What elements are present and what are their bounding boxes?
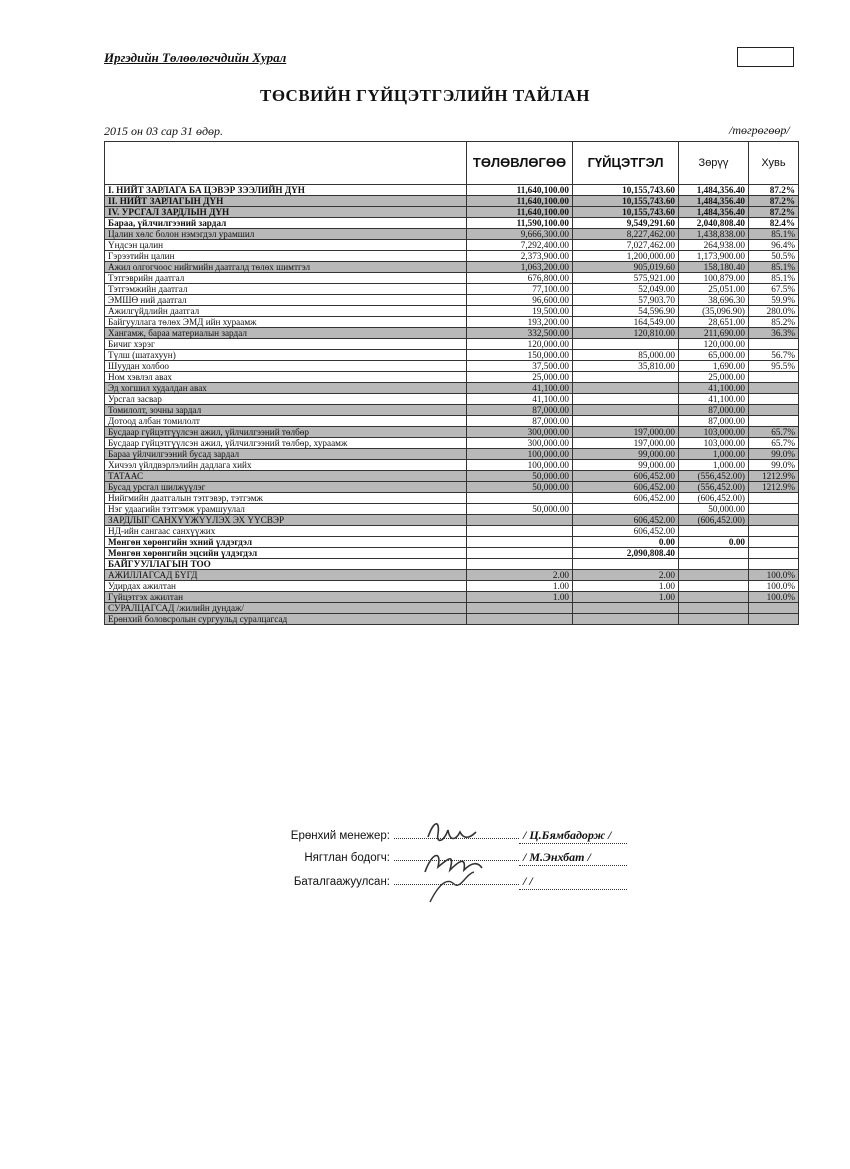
row-diff: 1,000.00: [679, 460, 749, 471]
row-label: Эд хогшил худалдан авах: [105, 383, 467, 394]
row-plan: [467, 526, 573, 537]
row-actual: [573, 339, 679, 350]
signature-name: / М.Энхбат /: [519, 850, 627, 866]
row-pct: 100.0%: [749, 581, 799, 592]
table-header-row: [105, 142, 799, 185]
row-pct: 85.2%: [749, 317, 799, 328]
row-pct: 95.5%: [749, 361, 799, 372]
row-label: Ажилгүйдлийн даатгал: [105, 306, 467, 317]
row-pct: 87.2%: [749, 196, 799, 207]
row-diff: 41,100.00: [679, 394, 749, 405]
row-label: Мөнгөн хөрөнгийн эцсийн үлдэгдэл: [105, 548, 467, 559]
row-pct: 85.1%: [749, 229, 799, 240]
row-actual: 54,596.90: [573, 306, 679, 317]
row-pct: 100.0%: [749, 592, 799, 603]
row-actual: 35,810.00: [573, 361, 679, 372]
header-diff: Зөрүү: [679, 142, 749, 185]
row-pct: 100.0%: [749, 570, 799, 581]
table-row: [105, 581, 799, 592]
row-diff: [679, 559, 749, 570]
table-row: [105, 196, 799, 207]
row-diff: [679, 526, 749, 537]
row-plan: [467, 559, 573, 570]
signature-row-accountant: [282, 850, 627, 866]
row-diff: [679, 603, 749, 614]
currency-unit: /төгрөгөөр/: [729, 123, 790, 137]
row-plan: 150,000.00: [467, 350, 573, 361]
row-label: Хичээл үйлдвэрлэлийн дадлага хийх: [105, 460, 467, 471]
row-label: Шуудан холбоо: [105, 361, 467, 372]
row-plan: 2,373,900.00: [467, 251, 573, 262]
row-actual: [573, 394, 679, 405]
row-actual: 606,452.00: [573, 515, 679, 526]
row-actual: 575,921.00: [573, 273, 679, 284]
row-diff: 41,100.00: [679, 383, 749, 394]
row-pct: [749, 526, 799, 537]
row-actual: 57,903.70: [573, 295, 679, 306]
signature-label: Нягтлан бодогч:: [304, 852, 390, 864]
row-actual: 10,155,743.60: [573, 185, 679, 196]
table-row: [105, 361, 799, 372]
row-actual: [573, 603, 679, 614]
table-row: [105, 614, 799, 625]
row-plan: 100,000.00: [467, 449, 573, 460]
row-diff: 103,000.00: [679, 427, 749, 438]
row-label: Бичиг хэрэг: [105, 339, 467, 350]
row-pct: 1212.9%: [749, 482, 799, 493]
row-pct: 87.2%: [749, 185, 799, 196]
row-plan: 25,000.00: [467, 372, 573, 383]
corner-box: [737, 47, 794, 67]
row-label: Удирдах ажилтан: [105, 581, 467, 592]
row-label: Цалин хөлс болон нэмэгдэл урамшил: [105, 229, 467, 240]
table-row: [105, 383, 799, 394]
signature-label: Ерөнхий менежер:: [290, 830, 390, 842]
row-label: Ерөнхий боловсролын сургуульд суралцагсад: [105, 614, 467, 625]
table-row: [105, 559, 799, 570]
header-actual: ГҮЙЦЭТГЭЛ: [573, 142, 679, 185]
row-pct: 99.0%: [749, 460, 799, 471]
table-row: [105, 438, 799, 449]
row-diff: 28,651.00: [679, 317, 749, 328]
row-plan: [467, 603, 573, 614]
row-diff: 25,051.00: [679, 284, 749, 295]
row-plan: 2.00: [467, 570, 573, 581]
table-row: [105, 218, 799, 229]
row-label: БАЙГУУЛЛАГЫН ТОО: [105, 559, 467, 570]
signature-name: / Ц.Бямбадорж /: [519, 828, 627, 844]
row-diff: (606,452.00): [679, 515, 749, 526]
row-actual: 85,000.00: [573, 350, 679, 361]
table-row: [105, 537, 799, 548]
row-label: Мөнгөн хөрөнгийн эхний үлдэгдэл: [105, 537, 467, 548]
row-actual: 99,000.00: [573, 449, 679, 460]
row-diff: 65,000.00: [679, 350, 749, 361]
row-plan: 11,640,100.00: [467, 185, 573, 196]
table-row: [105, 416, 799, 427]
row-diff: [679, 570, 749, 581]
row-label: Дотоод албан томилолт: [105, 416, 467, 427]
row-plan: 96,600.00: [467, 295, 573, 306]
row-plan: 41,100.00: [467, 383, 573, 394]
row-label: Ажил олгогчоос нийгмийн даатгалд төлөх шимтгэл: [105, 262, 467, 273]
row-actual: [573, 383, 679, 394]
row-diff: 1,484,356.40: [679, 196, 749, 207]
row-plan: 1.00: [467, 581, 573, 592]
row-label: СУРАЛЦАГСАД /жилийн дундаж/: [105, 603, 467, 614]
row-pct: 36.3%: [749, 328, 799, 339]
row-label: Нэг удаагийн тэтгэмж урамшуулал: [105, 504, 467, 515]
row-diff: 25,000.00: [679, 372, 749, 383]
row-diff: 1,000.00: [679, 449, 749, 460]
row-diff: 211,690.00: [679, 328, 749, 339]
signature-label: Баталгаажуулсан:: [293, 876, 390, 888]
row-actual: 9,549,291.60: [573, 218, 679, 229]
table-row: [105, 482, 799, 493]
row-label: ЗАРДЛЫГ САНХҮҮЖҮҮЛЭХ ЭХ ҮҮСВЭР: [105, 515, 467, 526]
row-actual: 197,000.00: [573, 438, 679, 449]
row-pct: [749, 394, 799, 405]
row-label: ЭМШӨ ний даатгал: [105, 295, 467, 306]
table-body: [105, 185, 799, 625]
row-plan: 41,100.00: [467, 394, 573, 405]
row-label: ТАТААС: [105, 471, 467, 482]
row-actual: 120,810.00: [573, 328, 679, 339]
report-title: ТӨСВИЙН ГҮЙЦЭТГЭЛИЙН ТАЙЛАН: [259, 86, 591, 105]
table-row: [105, 350, 799, 361]
row-label: Ном хэвлэл авах: [105, 372, 467, 383]
row-actual: [573, 416, 679, 427]
table-row: [105, 317, 799, 328]
table-row: [105, 240, 799, 251]
row-diff: 50,000.00: [679, 504, 749, 515]
row-plan: 300,000.00: [467, 427, 573, 438]
row-label: IV. УРСГАЛ ЗАРДЛЫН ДҮН: [105, 207, 467, 218]
row-label: Үндсэн цалин: [105, 240, 467, 251]
row-actual: 606,452.00: [573, 526, 679, 537]
row-actual: 2.00: [573, 570, 679, 581]
row-pct: [749, 383, 799, 394]
row-diff: [679, 581, 749, 592]
table-row: [105, 504, 799, 515]
row-actual: 2,090,808.40: [573, 548, 679, 559]
row-pct: 87.2%: [749, 207, 799, 218]
row-diff: 1,438,838.00: [679, 229, 749, 240]
table-row: [105, 339, 799, 350]
table-row: [105, 592, 799, 603]
row-diff: 100,879.00: [679, 273, 749, 284]
table-row: [105, 251, 799, 262]
report-date: 2015 он 03 сар 31 өдөр.: [104, 124, 224, 138]
row-actual: 10,155,743.60: [573, 207, 679, 218]
row-plan: 19,500.00: [467, 306, 573, 317]
table-row: [105, 284, 799, 295]
table-row: [105, 273, 799, 284]
row-label: Түлш (шатахуун): [105, 350, 467, 361]
row-pct: [749, 405, 799, 416]
row-plan: 50,000.00: [467, 482, 573, 493]
row-pct: [749, 614, 799, 625]
row-diff: 158,180.40: [679, 262, 749, 273]
row-plan: [467, 493, 573, 504]
row-plan: 332,500.00: [467, 328, 573, 339]
row-plan: 77,100.00: [467, 284, 573, 295]
row-plan: [467, 537, 573, 548]
signature-line: [394, 828, 519, 839]
row-diff: [679, 614, 749, 625]
row-diff: [679, 592, 749, 603]
row-plan: 87,000.00: [467, 416, 573, 427]
row-diff: 1,173,900.00: [679, 251, 749, 262]
row-plan: 676,800.00: [467, 273, 573, 284]
row-actual: [573, 504, 679, 515]
signature-line: [394, 874, 519, 885]
budget-table: [104, 141, 799, 625]
row-pct: 96.4%: [749, 240, 799, 251]
row-pct: [749, 548, 799, 559]
row-actual: 606,452.00: [573, 482, 679, 493]
row-label: Гүйцэтгэх ажилтан: [105, 592, 467, 603]
row-pct: 59.9%: [749, 295, 799, 306]
row-pct: [749, 504, 799, 515]
table-row: [105, 526, 799, 537]
row-label: НД-ийн сангаас санхүүжих: [105, 526, 467, 537]
row-pct: [749, 515, 799, 526]
row-diff: (556,452.00): [679, 482, 749, 493]
row-diff: 1,484,356.40: [679, 185, 749, 196]
row-pct: 56.7%: [749, 350, 799, 361]
signature-row-manager: [282, 828, 627, 844]
row-plan: 50,000.00: [467, 504, 573, 515]
row-plan: 100,000.00: [467, 460, 573, 471]
row-actual: 0.00: [573, 537, 679, 548]
row-actual: [573, 614, 679, 625]
row-plan: 300,000.00: [467, 438, 573, 449]
row-pct: [749, 339, 799, 350]
table-row: [105, 427, 799, 438]
table-row: [105, 394, 799, 405]
signature-row-verified: [282, 874, 627, 890]
row-label: Урсгал засвар: [105, 394, 467, 405]
row-diff: (556,452.00): [679, 471, 749, 482]
row-diff: 87,000.00: [679, 416, 749, 427]
row-actual: 1.00: [573, 581, 679, 592]
row-diff: 120,000.00: [679, 339, 749, 350]
row-plan: 50,000.00: [467, 471, 573, 482]
row-label: Нийгмийн даатгалын тэтгэвэр, тэтгэмж: [105, 493, 467, 504]
row-plan: 37,500.00: [467, 361, 573, 372]
table-row: [105, 405, 799, 416]
row-pct: 280.0%: [749, 306, 799, 317]
row-pct: 85.1%: [749, 273, 799, 284]
table-row: [105, 449, 799, 460]
table-row: [105, 262, 799, 273]
row-actual: 99,000.00: [573, 460, 679, 471]
row-pct: 82.4%: [749, 218, 799, 229]
row-pct: 50.5%: [749, 251, 799, 262]
row-actual: [573, 372, 679, 383]
row-diff: (606,452.00): [679, 493, 749, 504]
table-row: [105, 548, 799, 559]
table-row: [105, 229, 799, 240]
row-plan: [467, 614, 573, 625]
row-actual: [573, 559, 679, 570]
row-label: Тэтгэмжийн даатгал: [105, 284, 467, 295]
row-diff: 38,696.30: [679, 295, 749, 306]
row-label: Бусад урсгал шилжүүлэг: [105, 482, 467, 493]
row-label: Байгууллага төлөх ЭМД ийн хураамж: [105, 317, 467, 328]
row-diff: (35,096.90): [679, 306, 749, 317]
row-label: Бусдаар гүйцэтгүүлсэн ажил, үйлчилгээний төлбөр: [105, 427, 467, 438]
header-label: [105, 142, 467, 185]
row-plan: 1.00: [467, 592, 573, 603]
row-actual: [573, 405, 679, 416]
table-row: [105, 372, 799, 383]
row-label: Хангамж, бараа материалын зардал: [105, 328, 467, 339]
table-row: [105, 460, 799, 471]
row-plan: 11,640,100.00: [467, 207, 573, 218]
organization-name: Иргэдийн Төлөөлөгчдийн Хурал: [104, 50, 287, 65]
row-plan: 120,000.00: [467, 339, 573, 350]
header-pct: Хувь: [749, 142, 799, 185]
table-row: [105, 295, 799, 306]
row-diff: 0.00: [679, 537, 749, 548]
table-row: [105, 471, 799, 482]
row-actual: 905,019.60: [573, 262, 679, 273]
row-plan: 193,200.00: [467, 317, 573, 328]
row-pct: 99.0%: [749, 449, 799, 460]
row-actual: 8,227,462.00: [573, 229, 679, 240]
row-pct: 67.5%: [749, 284, 799, 295]
table-row: [105, 306, 799, 317]
row-pct: 65.7%: [749, 427, 799, 438]
row-diff: 103,000.00: [679, 438, 749, 449]
row-plan: 11,640,100.00: [467, 196, 573, 207]
row-plan: [467, 548, 573, 559]
row-actual: 7,027,462.00: [573, 240, 679, 251]
row-label: I. НИЙТ ЗАРЛАГА БА ЦЭВЭР ЗЭЭЛИЙН ДҮН: [105, 185, 467, 196]
table-row: [105, 603, 799, 614]
row-diff: 2,040,808.40: [679, 218, 749, 229]
row-actual: 1.00: [573, 592, 679, 603]
row-actual: 164,549.00: [573, 317, 679, 328]
row-actual: 197,000.00: [573, 427, 679, 438]
table-row: [105, 493, 799, 504]
table-row: [105, 185, 799, 196]
row-diff: 1,484,356.40: [679, 207, 749, 218]
row-pct: [749, 416, 799, 427]
row-plan: 1,063,200.00: [467, 262, 573, 273]
row-actual: 606,452.00: [573, 493, 679, 504]
row-pct: [749, 537, 799, 548]
row-label: Гэрээтийн цалин: [105, 251, 467, 262]
row-label: II. НИЙТ ЗАРЛАГЫН ДҮН: [105, 196, 467, 207]
row-plan: 7,292,400.00: [467, 240, 573, 251]
row-pct: [749, 493, 799, 504]
signature-name: / /: [519, 874, 627, 890]
row-actual: 10,155,743.60: [573, 196, 679, 207]
row-label: АЖИЛЛАГСАД БҮГД: [105, 570, 467, 581]
row-plan: 9,666,300.00: [467, 229, 573, 240]
row-pct: [749, 372, 799, 383]
table-row: [105, 570, 799, 581]
row-label: Бараа, үйлчилгээний зардал: [105, 218, 467, 229]
signature-line: [394, 850, 519, 861]
row-pct: [749, 559, 799, 570]
row-actual: 52,049.00: [573, 284, 679, 295]
row-actual: 1,200,000.00: [573, 251, 679, 262]
row-plan: 11,590,100.00: [467, 218, 573, 229]
row-pct: [749, 603, 799, 614]
row-label: Тэтгэврийн даатгал: [105, 273, 467, 284]
row-diff: 1,690.00: [679, 361, 749, 372]
row-pct: 65.7%: [749, 438, 799, 449]
row-plan: [467, 515, 573, 526]
row-label: Томилолт, зочны зардал: [105, 405, 467, 416]
header-plan: ТӨЛӨВЛӨГӨӨ: [467, 142, 573, 185]
row-pct: 1212.9%: [749, 471, 799, 482]
row-diff: [679, 548, 749, 559]
row-label: Бусдаар гүйцэтгүүлсэн ажил, үйлчилгээний төлбөр, хураамж: [105, 438, 467, 449]
row-diff: 87,000.00: [679, 405, 749, 416]
row-plan: 87,000.00: [467, 405, 573, 416]
table-row: [105, 515, 799, 526]
table-row: [105, 328, 799, 339]
row-diff: 264,938.00: [679, 240, 749, 251]
table-row: [105, 207, 799, 218]
row-actual: 606,452.00: [573, 471, 679, 482]
row-pct: 85.1%: [749, 262, 799, 273]
row-label: Бараа үйлчилгээний бусад зардал: [105, 449, 467, 460]
